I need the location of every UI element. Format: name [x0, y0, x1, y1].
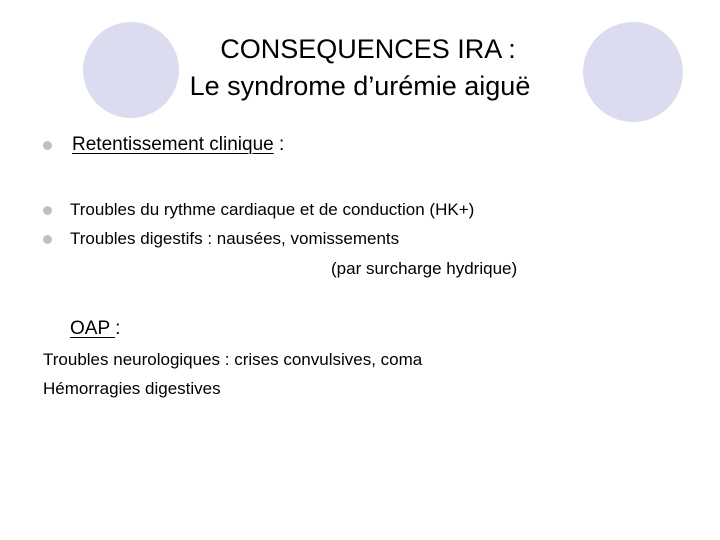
bullet-icon	[43, 206, 52, 215]
section-heading-suffix: :	[115, 318, 121, 339]
section-heading-retentissement	[72, 134, 284, 156]
bullet-icon	[43, 141, 52, 150]
section-heading-oap	[70, 318, 120, 340]
section-heading-text: Retentissement clinique	[72, 134, 274, 155]
plain-line: Troubles neurologiques : crises convulsives, coma	[43, 350, 423, 369]
slide-title-line-1: CONSEQUENCES IRA :	[220, 34, 516, 64]
bullet-icon	[43, 235, 52, 244]
list-item: Troubles digestifs : nausées, vomissements	[70, 229, 400, 248]
section-heading-suffix: :	[273, 134, 285, 155]
list-item: Troubles du rythme cardiaque et de conduction (HK+)	[70, 200, 475, 219]
slide-title-line-2: Le syndrome d’urémie aiguë	[189, 71, 531, 101]
section-heading-text: OAP	[70, 318, 116, 339]
list-item-continuation: (par surcharge hydrique)	[331, 259, 518, 278]
plain-line: Hémorragies digestives	[43, 379, 221, 398]
